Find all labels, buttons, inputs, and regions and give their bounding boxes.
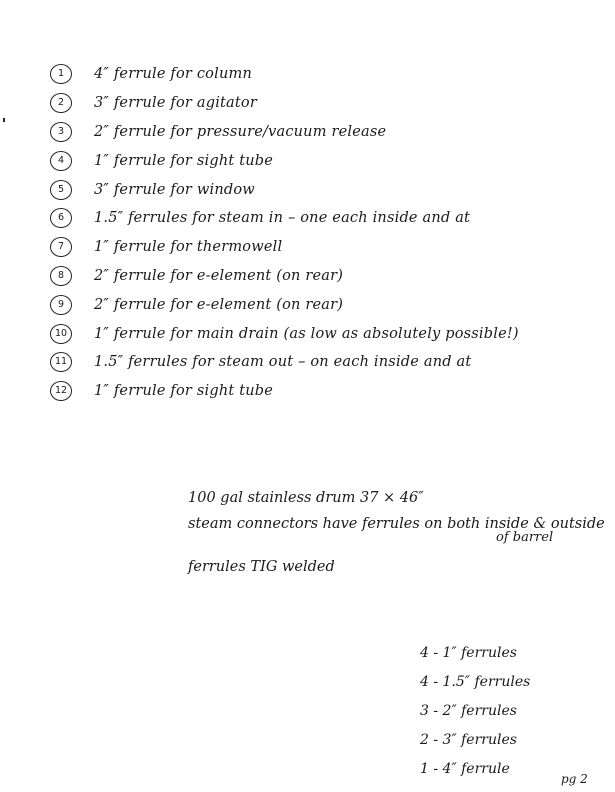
item-number-circle: 8: [50, 266, 72, 286]
list-item: [50, 262, 610, 291]
item-number-circle: 10: [50, 324, 72, 344]
item-text: 3″ ferrule for window: [94, 181, 255, 198]
connectors-note-text: steam connectors have ferrules on both inside & outside: [188, 516, 605, 532]
connectors-note: [188, 516, 608, 545]
count-item: 1 - 4″ ferrule: [420, 761, 510, 778]
list-item: [50, 377, 610, 406]
count-item: 3 - 2″ ferrules: [420, 702, 517, 719]
item-text: 1.5″ ferrules for steam out – on each inside and at: [94, 354, 472, 371]
item-text: 4″ ferrule for column: [94, 66, 252, 83]
list-item: [50, 348, 610, 377]
item-number-circle: 4: [50, 151, 72, 171]
item-text: 2″ ferrule for e-element (on rear): [94, 267, 344, 284]
item-number-circle: 1: [50, 64, 72, 84]
item-text: 3″ ferrule for agitator: [94, 95, 257, 112]
page-number: pg 2: [561, 772, 588, 786]
item-text: 2″ ferrule for pressure/vacuum release: [94, 123, 387, 140]
count-item: 4 - 1″ ferrules: [420, 644, 517, 661]
item-number-circle: 7: [50, 237, 72, 257]
list-item: [50, 233, 610, 262]
list-item: [50, 118, 610, 147]
item-text: 1″ ferrule for thermowell: [94, 239, 283, 256]
list-item: [50, 60, 610, 89]
ferrule-list: [50, 60, 610, 406]
item-number-circle: 11: [50, 352, 72, 372]
drum-note: 100 gal stainless drum 37 × 46″: [188, 490, 424, 506]
item-text: 1″ ferrule for main drain (as low as absolutely possible!): [94, 325, 519, 342]
item-number-circle: 3: [50, 122, 72, 142]
welded-note: ferrules TIG welded: [188, 559, 335, 575]
item-text: 2″ ferrule for e-element (on rear): [94, 296, 344, 313]
list-item: [50, 319, 610, 348]
item-number-circle: 2: [50, 93, 72, 113]
margin-mark: [3, 118, 5, 122]
notes-block: [188, 490, 608, 575]
item-text: 1″ ferrule for sight tube: [94, 383, 274, 400]
list-item: [50, 204, 610, 233]
count-item: 4 - 1.5″ ferrules: [420, 673, 531, 690]
list-item: [50, 146, 610, 175]
item-number-circle: 12: [50, 381, 72, 401]
ferrule-counts: [420, 638, 600, 784]
item-number-circle: 9: [50, 295, 72, 315]
connectors-note-continuation: of barrel: [496, 530, 554, 545]
list-item: [50, 290, 610, 319]
item-number-circle: 5: [50, 180, 72, 200]
list-item: [50, 89, 610, 118]
item-text: 1″ ferrule for sight tube: [94, 152, 274, 169]
count-item: 2 - 3″ ferrules: [420, 732, 517, 749]
item-text: 1.5″ ferrules for steam in – one each inside and at: [94, 210, 471, 227]
list-item: [50, 175, 610, 204]
item-number-circle: 6: [50, 208, 72, 228]
